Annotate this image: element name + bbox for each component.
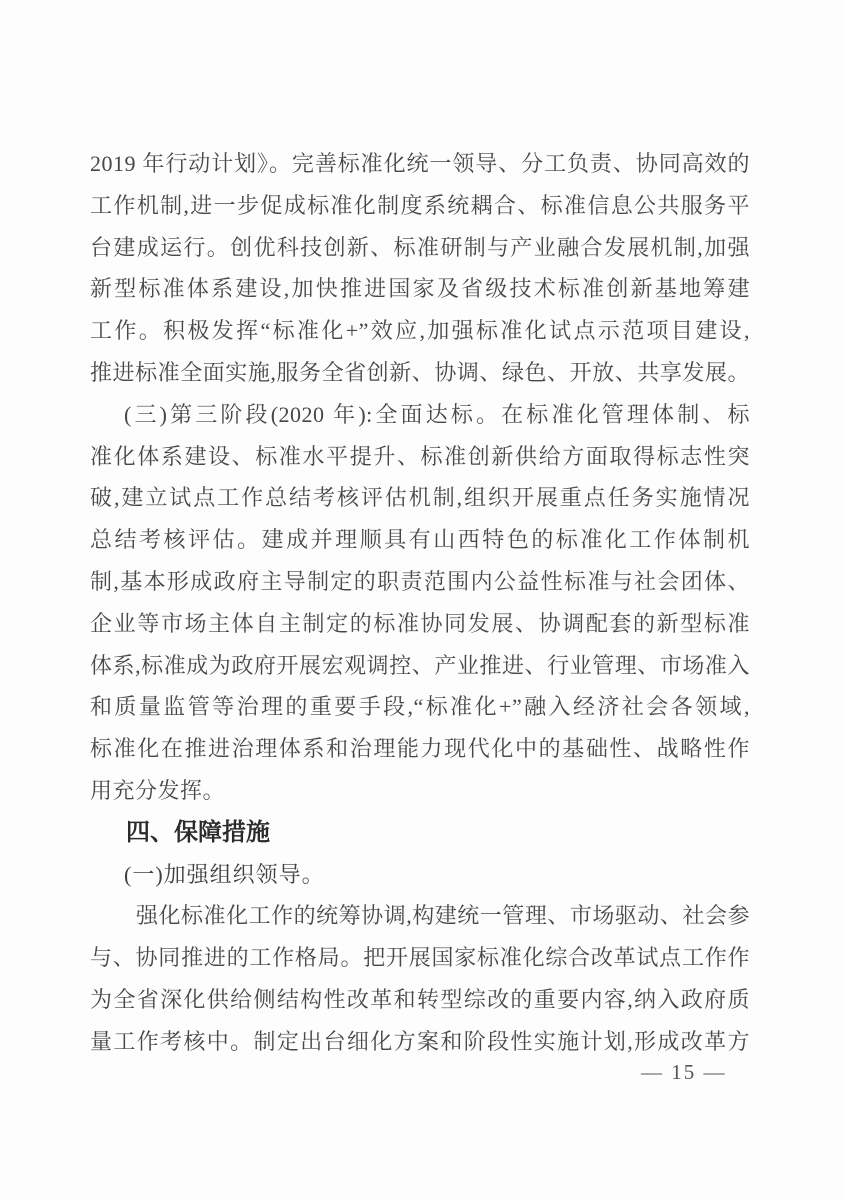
text-line: 2019 年行动计划》。完善标准化统一领导、分工负责、协同高效的 [90, 151, 750, 176]
text-line: 制,基本形成政府主导制定的职责范围内公益性标准与社会团体、 [90, 568, 750, 594]
text-line: 和质量监管等治理的重要手段,“标准化+”融入经济社会各领域, [90, 694, 750, 720]
subsection-heading: (一)加强组织领导。 [124, 861, 325, 887]
text-line: 工作机制,进一步促成标准化制度系统耦合、标准信息公共服务平 [90, 192, 750, 218]
page-number: — 15 — [641, 1060, 727, 1084]
text-line: (三)第三阶段(2020 年):全面达标。在标准化管理体制、标 [124, 401, 750, 427]
text-line: 为全省深化供给侧结构性改革和转型综改的重要内容,纳入政府质 [90, 986, 750, 1012]
text-line: 量工作考核中。制定出台细化方案和阶段性实施计划,形成改革方 [90, 1028, 750, 1054]
text-line: 体系,标准成为政府开展宏观调控、产业推进、行业管理、市场准入 [90, 652, 750, 678]
text-line: 与、协同推进的工作格局。把开展国家标准化综合改革试点工作作 [90, 945, 750, 971]
text-line: 用充分发挥。 [90, 777, 226, 803]
text-line: 台建成运行。创优科技创新、标准研制与产业融合发展机制,加强 [90, 234, 750, 260]
text-line: 破,建立试点工作总结考核评估机制,组织开展重点任务实施情况 [90, 485, 750, 511]
document-text-block [90, 143, 750, 1063]
text-line: 工作。积极发挥“标准化+”效应,加强标准化试点示范项目建设, [90, 318, 750, 344]
text-line: 推进标准全面实施,服务全省创新、协调、绿色、开放、共享发展。 [90, 359, 750, 385]
text-line: 企业等市场主体自主制定的标准协同发展、协调配套的新型标准 [90, 610, 750, 636]
text-line: 强化标准化工作的统筹协调,构建统一管理、市场驱动、社会参 [136, 903, 750, 929]
text-line: 新型标准体系建设,加快推进国家及省级技术标准创新基地筹建 [90, 276, 750, 302]
text-line: 标准化在推进治理体系和治理能力现代化中的基础性、战略性作 [90, 736, 750, 762]
section-heading: 四、保障措施 [126, 818, 270, 846]
text-line: 总结考核评估。建成并理顺具有山西特色的标准化工作体制机 [90, 527, 750, 553]
text-line: 准化体系建设、标准水平提升、标准创新供给方面取得标志性突 [90, 443, 750, 469]
